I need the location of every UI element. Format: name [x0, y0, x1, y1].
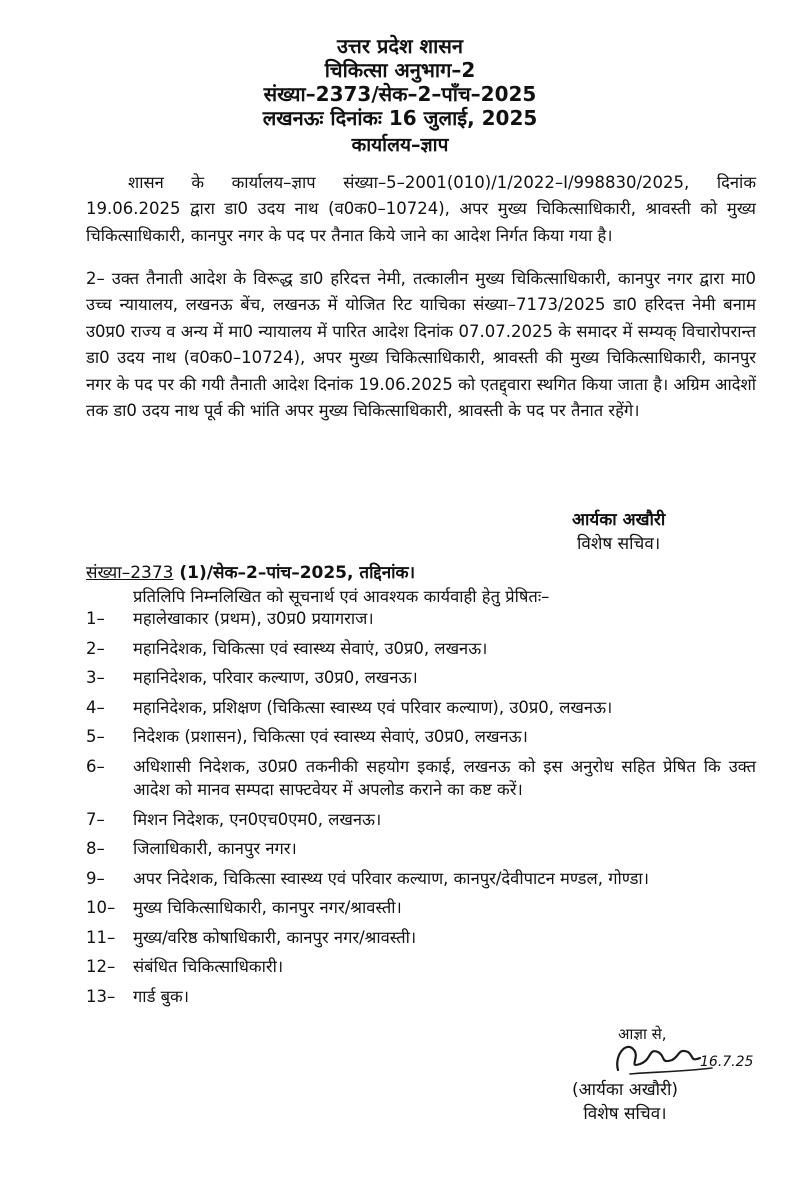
- list-item-text: मुख्य चिकित्साधिकारी, कानपुर नगर/श्रावस्ती।: [133, 898, 402, 917]
- document-header: [0, 34, 800, 130]
- signatory-designation-2: विशेष सचिव।: [583, 1104, 667, 1124]
- list-item: [86, 637, 756, 661]
- list-item: [86, 696, 756, 720]
- list-item-text: अधिशासी निदेशक, उ0प्र0 तकनीकी सहयोग इकाई, लखनऊ को इस अनुरोध सहित प्रेषित कि उक्त आदेश को मानव सम्पदा साफ्टवेयर में अपलोड कराने का कष्ट करें।: [133, 756, 756, 799]
- list-item: [86, 607, 756, 631]
- copy-intro: प्रतिलिपि निम्नलिखित को सूचनार्थ एवं आवश्यक कार्यवाही हेतु प्रेषितः–: [133, 587, 550, 606]
- list-item: [86, 867, 756, 891]
- signatory-name-2: (आर्यका अखौरी): [572, 1080, 679, 1100]
- list-item: [86, 725, 756, 749]
- list-item-text: महानिदेशक, चिकित्सा एवं स्वास्थ्य सेवाएं, उ0प्र0, लखनऊ।: [133, 638, 488, 658]
- doc-type-title-wrap: [0, 133, 800, 157]
- list-item-number: 7–: [86, 809, 105, 829]
- signature-date: 16.7.25: [700, 1054, 754, 1070]
- list-item: [86, 666, 756, 690]
- list-item-text: गार्ड बुक।: [133, 986, 189, 1006]
- signature-block-2: [572, 1078, 678, 1126]
- list-item-number: 9–: [86, 868, 105, 888]
- list-item-number: 5–: [86, 727, 105, 746]
- signature-block-1: [572, 508, 665, 556]
- list-item: [86, 926, 756, 950]
- list-item-number: 6–: [86, 756, 105, 776]
- list-item-number: 11–: [86, 927, 116, 947]
- copy-recipient-list: [86, 607, 756, 1014]
- signatory-designation: विशेष सचिव।: [577, 534, 661, 554]
- list-item-text: निदेशक (प्रशासन), चिकित्सा एवं स्वास्थ्य सेवाएं, उ0प्र0, लखनऊ।: [133, 727, 528, 746]
- doc-type-title: कार्यालय–ज्ञाप: [351, 134, 449, 156]
- list-item-number: 4–: [86, 697, 105, 717]
- list-item-text: महानिदेशक, प्रशिक्षण (चिकित्सा स्वास्थ्य एवं परिवार कल्याण), उ0प्र0, लखनऊ।: [133, 697, 613, 717]
- list-item-number: 12–: [86, 957, 116, 976]
- copy-reference-number: संख्या–2373: [86, 563, 174, 583]
- reference-number: संख्या–2373/सेक–2–पाँच–2025: [263, 82, 537, 106]
- list-item-text: मुख्य/वरिष्ठ कोषाधिकारी, कानपुर नगर/श्रावस्ती।: [133, 927, 417, 947]
- list-item: [86, 955, 756, 979]
- list-item-text: महानिदेशक, परिवार कल्याण, उ0प्र0, लखनऊ।: [133, 668, 418, 687]
- list-item-number: 13–: [86, 986, 116, 1006]
- list-item-text: जिलाधिकारी, कानपुर नगर।: [133, 839, 297, 858]
- list-item-number: 1–: [86, 609, 105, 628]
- list-item: [86, 837, 756, 861]
- list-item-text: संबंधित चिकित्साधिकारी।: [133, 957, 284, 976]
- list-item-number: 3–: [86, 668, 105, 687]
- list-item-number: 2–: [86, 638, 105, 658]
- list-item-number: 8–: [86, 839, 105, 858]
- government-name: उत्तर प्रदेश शासन: [337, 34, 463, 58]
- list-item-number: 10–: [86, 898, 116, 917]
- list-item: [86, 755, 756, 802]
- body-paragraph-2: 2– उक्त तैनाती आदेश के विरूद्ध डा0 हरिदत्त नेमी, तत्कालीन मुख्य चिकित्साधिकारी, कानपुर नगर द्वारा मा0 उच्च न्यायालय, लखनऊ बेंच, लखनऊ में योजित रिट याचिका संख्या–7173/2025 डा0 हरिदत्त नेमी बनाम उ0प्र0 राज्य व अन्य में मा0 न्यायालय में पारित आदेश दिनांक 07.07.2025 के समादर में सम्यक् विचारोपरान्त डा0 उदय नाथ (व0क0–10724), अपर मुख्य चिकित्साधिकारी, श्रावस्ती की मुख्य चिकित्साधिकारी, कानपुर नगर के पद पर की गयी तैनाती आदेश दिनांक 19.06.2025 को एतद्द्वारा स्थगित किया जाता है। अग्रिम आदेशों तक डा0 उदय नाथ पूर्व की भांति अपर मुख्य चिकित्साधिकारी, श्रावस्ती के पद पर तैनात रहेंगे।: [86, 269, 756, 421]
- list-item: [86, 896, 756, 920]
- list-item-text: महालेखाकार (प्रथम), उ0प्र0 प्रयागराज।: [133, 609, 374, 628]
- copy-reference: [86, 560, 415, 583]
- list-item-text: अपर निदेशक, चिकित्सा स्वास्थ्य एवं परिवार कल्याण, कानपुर/देवीपाटन मण्डल, गोण्डा।: [133, 868, 649, 888]
- by-order: आज्ञा से,: [618, 1025, 667, 1043]
- place-date: लखनऊः दिनांकः 16 जुलाई, 2025: [262, 106, 538, 130]
- section-name: चिकित्सा अनुभाग–2: [324, 58, 476, 82]
- list-item: [86, 985, 756, 1009]
- list-item-text: मिशन निदेशक, एन0एच0एम0, लखनऊ।: [133, 809, 382, 829]
- copy-reference-rest: (1)/सेक–2–पांच–2025, तद्दिनांक।: [173, 563, 416, 583]
- body-paragraph-1: शासन के कार्यालय–ज्ञाप संख्या–5–2001(010)/1/2022–I/998830/2025, दिनांक 19.06.2025 द्वारा डा0 उदय नाथ (व0क0–10724), अपर मुख्य चिकित्साधिकारी, श्रावस्ती को मुख्य चिकित्साधिकारी, कानपुर नगर के पद पर तैनात किये जाने का आदेश निर्गत किया गया है।: [86, 173, 756, 245]
- signatory-name: आर्यका अखौरी: [572, 510, 666, 530]
- list-item: [86, 808, 756, 832]
